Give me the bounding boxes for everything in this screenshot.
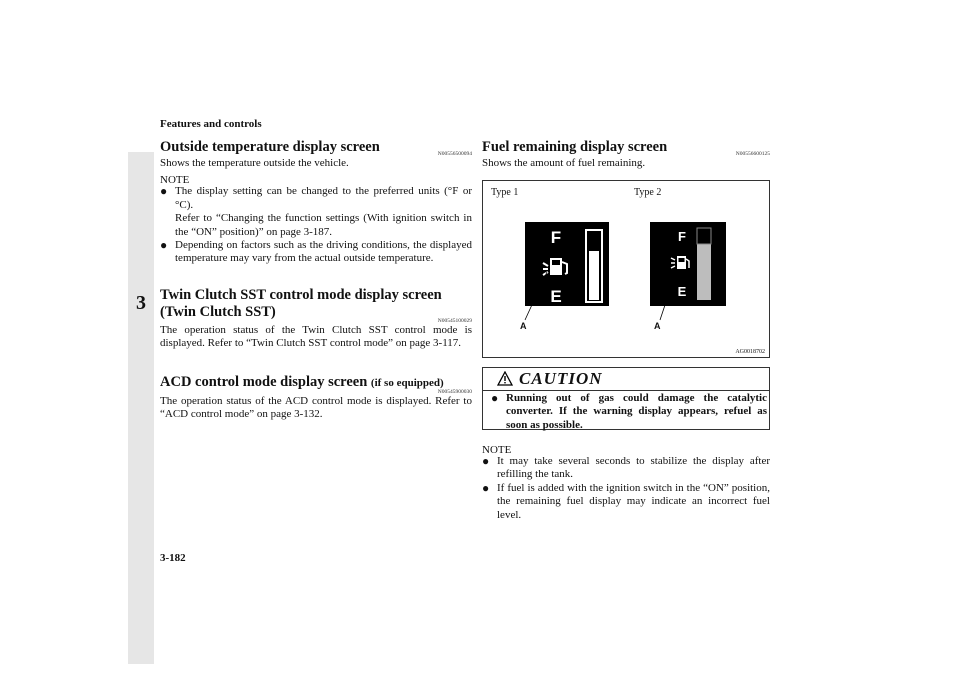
bullet-icon: ●	[160, 238, 168, 253]
bullet-icon: ●	[160, 184, 168, 199]
caution-item: ● Running out of gas could damage the catalytic converter. If the warning display appears, refuel as soon as possible.	[491, 391, 767, 431]
note-item: ● The display setting can be changed to the preferred units (°F or °C).	[160, 184, 472, 211]
caution-box	[482, 367, 770, 430]
note-item: ● If fuel is added with the ignition switch in the “ON” position, the remaining fuel display may indicate an incorrect fuel level.	[482, 480, 770, 521]
note-label: NOTE	[482, 444, 512, 456]
caution-title: CAUTION	[519, 369, 603, 388]
section-acd	[160, 374, 472, 422]
section-outside-temperature	[160, 139, 472, 266]
note-item-continued: Refer to “Changing the function settings (With ignition switch in the “ON” position)” on page 3-187.	[175, 212, 472, 238]
section-body: Shows the temperature outside the vehicle.	[160, 157, 349, 169]
section-code: N00556600125	[735, 151, 770, 157]
callout-a-type2: A	[654, 321, 661, 331]
section-fuel-remaining	[482, 139, 770, 170]
section-title: ACD control mode display screen (if so equipped)	[160, 374, 444, 390]
section-title: Outside temperature display screen	[160, 139, 380, 155]
note-item: ● It may take several seconds to stabilize the display after refilling the tank.	[482, 454, 770, 481]
bullet-icon: ●	[491, 391, 499, 405]
bullet-icon: ●	[482, 480, 490, 495]
chapter-number: 3	[136, 292, 146, 314]
callout-a-type1: A	[520, 321, 527, 331]
note-item: ● Depending on factors such as the driving conditions, the displayed temperature may vary from the actual outside temperature.	[160, 238, 472, 265]
callout-lines	[483, 181, 771, 359]
section-code: N00545100029	[437, 318, 472, 324]
running-header: Features and controls	[160, 118, 262, 130]
section-title: Fuel remaining display screen	[482, 139, 668, 155]
section-code: N00556500094	[437, 151, 472, 157]
type1-label: Type 1	[491, 187, 519, 198]
gauge-full-letter: F	[678, 229, 686, 244]
note-label: NOTE	[160, 174, 190, 187]
gauge-empty-letter: E	[677, 284, 687, 299]
section-body: The operation status of the Twin Clutch SST control mode is displayed. Refer to “Twin Clutch SST control mode” on page 3-117.	[160, 324, 472, 350]
chapter-tab	[128, 152, 154, 664]
caution-header	[483, 368, 769, 391]
section-body: Shows the amount of fuel remaining.	[482, 157, 646, 169]
section-title: Twin Clutch SST control mode display screen (Twin Clutch SST)	[160, 287, 442, 320]
figure-code: AG0018702	[735, 349, 765, 355]
gauge-full-letter: F	[550, 228, 562, 247]
section-body: The operation status of the ACD control mode is displayed. Refer to “ACD control mode” on page 3-132.	[160, 395, 472, 421]
type2-label: Type 2	[634, 187, 662, 198]
section-code: N00545900030	[437, 389, 472, 395]
fuel-gauge-figure	[482, 180, 770, 358]
gauge-empty-letter: E	[550, 287, 562, 306]
bullet-icon: ●	[482, 454, 490, 468]
page-number: 3-182	[160, 552, 186, 564]
fuel-notes	[482, 444, 770, 522]
warning-triangle-icon	[497, 371, 513, 386]
title-suffix: (if so equipped)	[370, 377, 444, 389]
section-twin-clutch	[160, 287, 472, 351]
